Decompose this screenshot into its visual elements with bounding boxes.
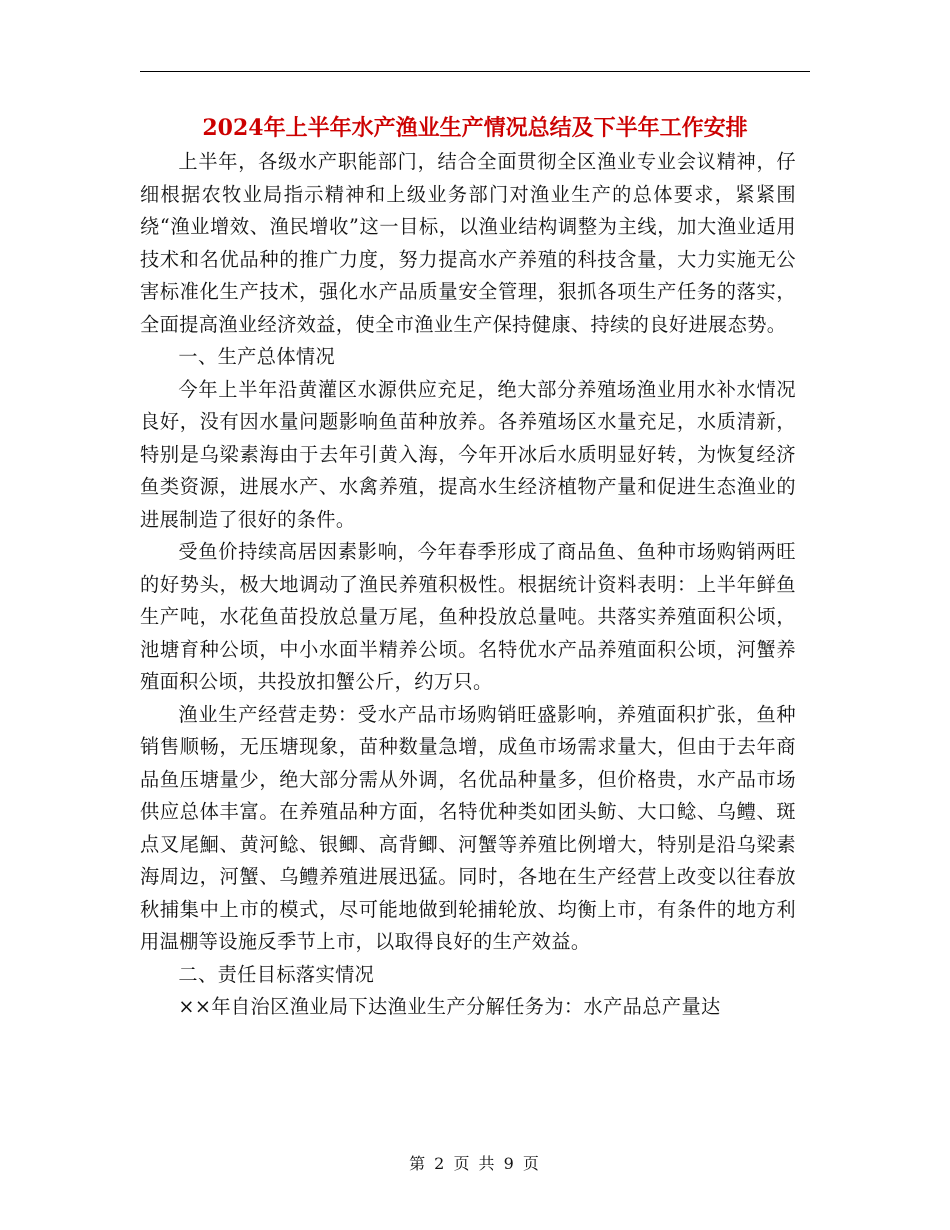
document-body — [140, 146, 796, 1024]
page-number-footer: 第 2 页 共 9 页 — [409, 1154, 541, 1173]
section-heading-2: 二、责任目标落实情况 — [178, 962, 375, 986]
paragraph-water-supply: 今年上半年沿黄灌区水源供应充足，绝大部分养殖场渔业用水补水情况良好，没有因水量问题影响鱼苗种放养。各养殖场区水量充足，水质清新，特别是乌梁素海由于去年引黄入海，今年开冰后水质明显好转，为恢复经济鱼类资源，进展水产、水禽养殖，提高水生经济植物产量和促进生态渔业的进展制造了很好的条件。 — [140, 377, 796, 531]
paragraph-intro: 上半年，各级水产职能部门，结合全面贯彻全区渔业专业会议精神，仔细根据农牧业局指示精神和上级业务部门对渔业生产的总体要求，紧紧围绕“渔业增效、渔民增收”这一目标，以渔业结构调整为主线，加大渔业适用技术和名优品种的推广力度，努力提高水产养殖的科技含量，大力实施无公害标准化生产技术，强化水产品质量安全管理，狠抓各项生产任务的落实，全面提高渔业经济效益，使全市渔业生产保持健康、持续的良好进展态势。 — [140, 150, 796, 336]
paragraph-trend: 渔业生产经营走势：受水产品市场购销旺盛影响，养殖面积扩张，鱼种销售顺畅，无压塘现象，苗种数量急增，成鱼市场需求量大，但由于去年商品鱼压塘量少，绝大部分需从外调，名优品种量多，但价格贵，水产品市场供应总体丰富。在养殖品种方面，名特优种类如团头鲂、大口鲶、乌鳢、斑点叉尾鮰、黄河鲶、银鲫、高背鲫、河蟹等养殖比例增大，特别是沿乌梁素海周边，河蟹、乌鳢养殖进展迅猛。同时，各地在生产经营上改变以往春放秋捕集中上市的模式，尽可能地做到轮捕轮放、均衡上市，有条件的地方利用温棚等设施反季节上市，以取得良好的生产效益。 — [140, 702, 796, 953]
document-title: 2024年上半年水产渔业生产情况总结及下半年工作安排 — [202, 115, 748, 141]
paragraph-targets: ××年自治区渔业局下达渔业生产分解任务为：水产品总产量达 — [178, 995, 721, 1018]
section-heading-1: 一、生产总体情况 — [178, 345, 336, 368]
header-rule — [140, 71, 810, 72]
paragraph-market: 受鱼价持续高居因素影响，今年春季形成了商品鱼、鱼种市场购销两旺的好势头，极大地调动了渔民养殖积极性。根据统计资料表明：上半年鲜鱼生产吨，水花鱼苗投放总量万尾，鱼种投放总量吨。共落实养殖面积公顷，池塘育种公顷，中小水面半精养公顷。名特优水产品养殖面积公顷，河蟹养殖面积公顷，共投放扣蟹公斤，约万只。 — [140, 540, 796, 693]
